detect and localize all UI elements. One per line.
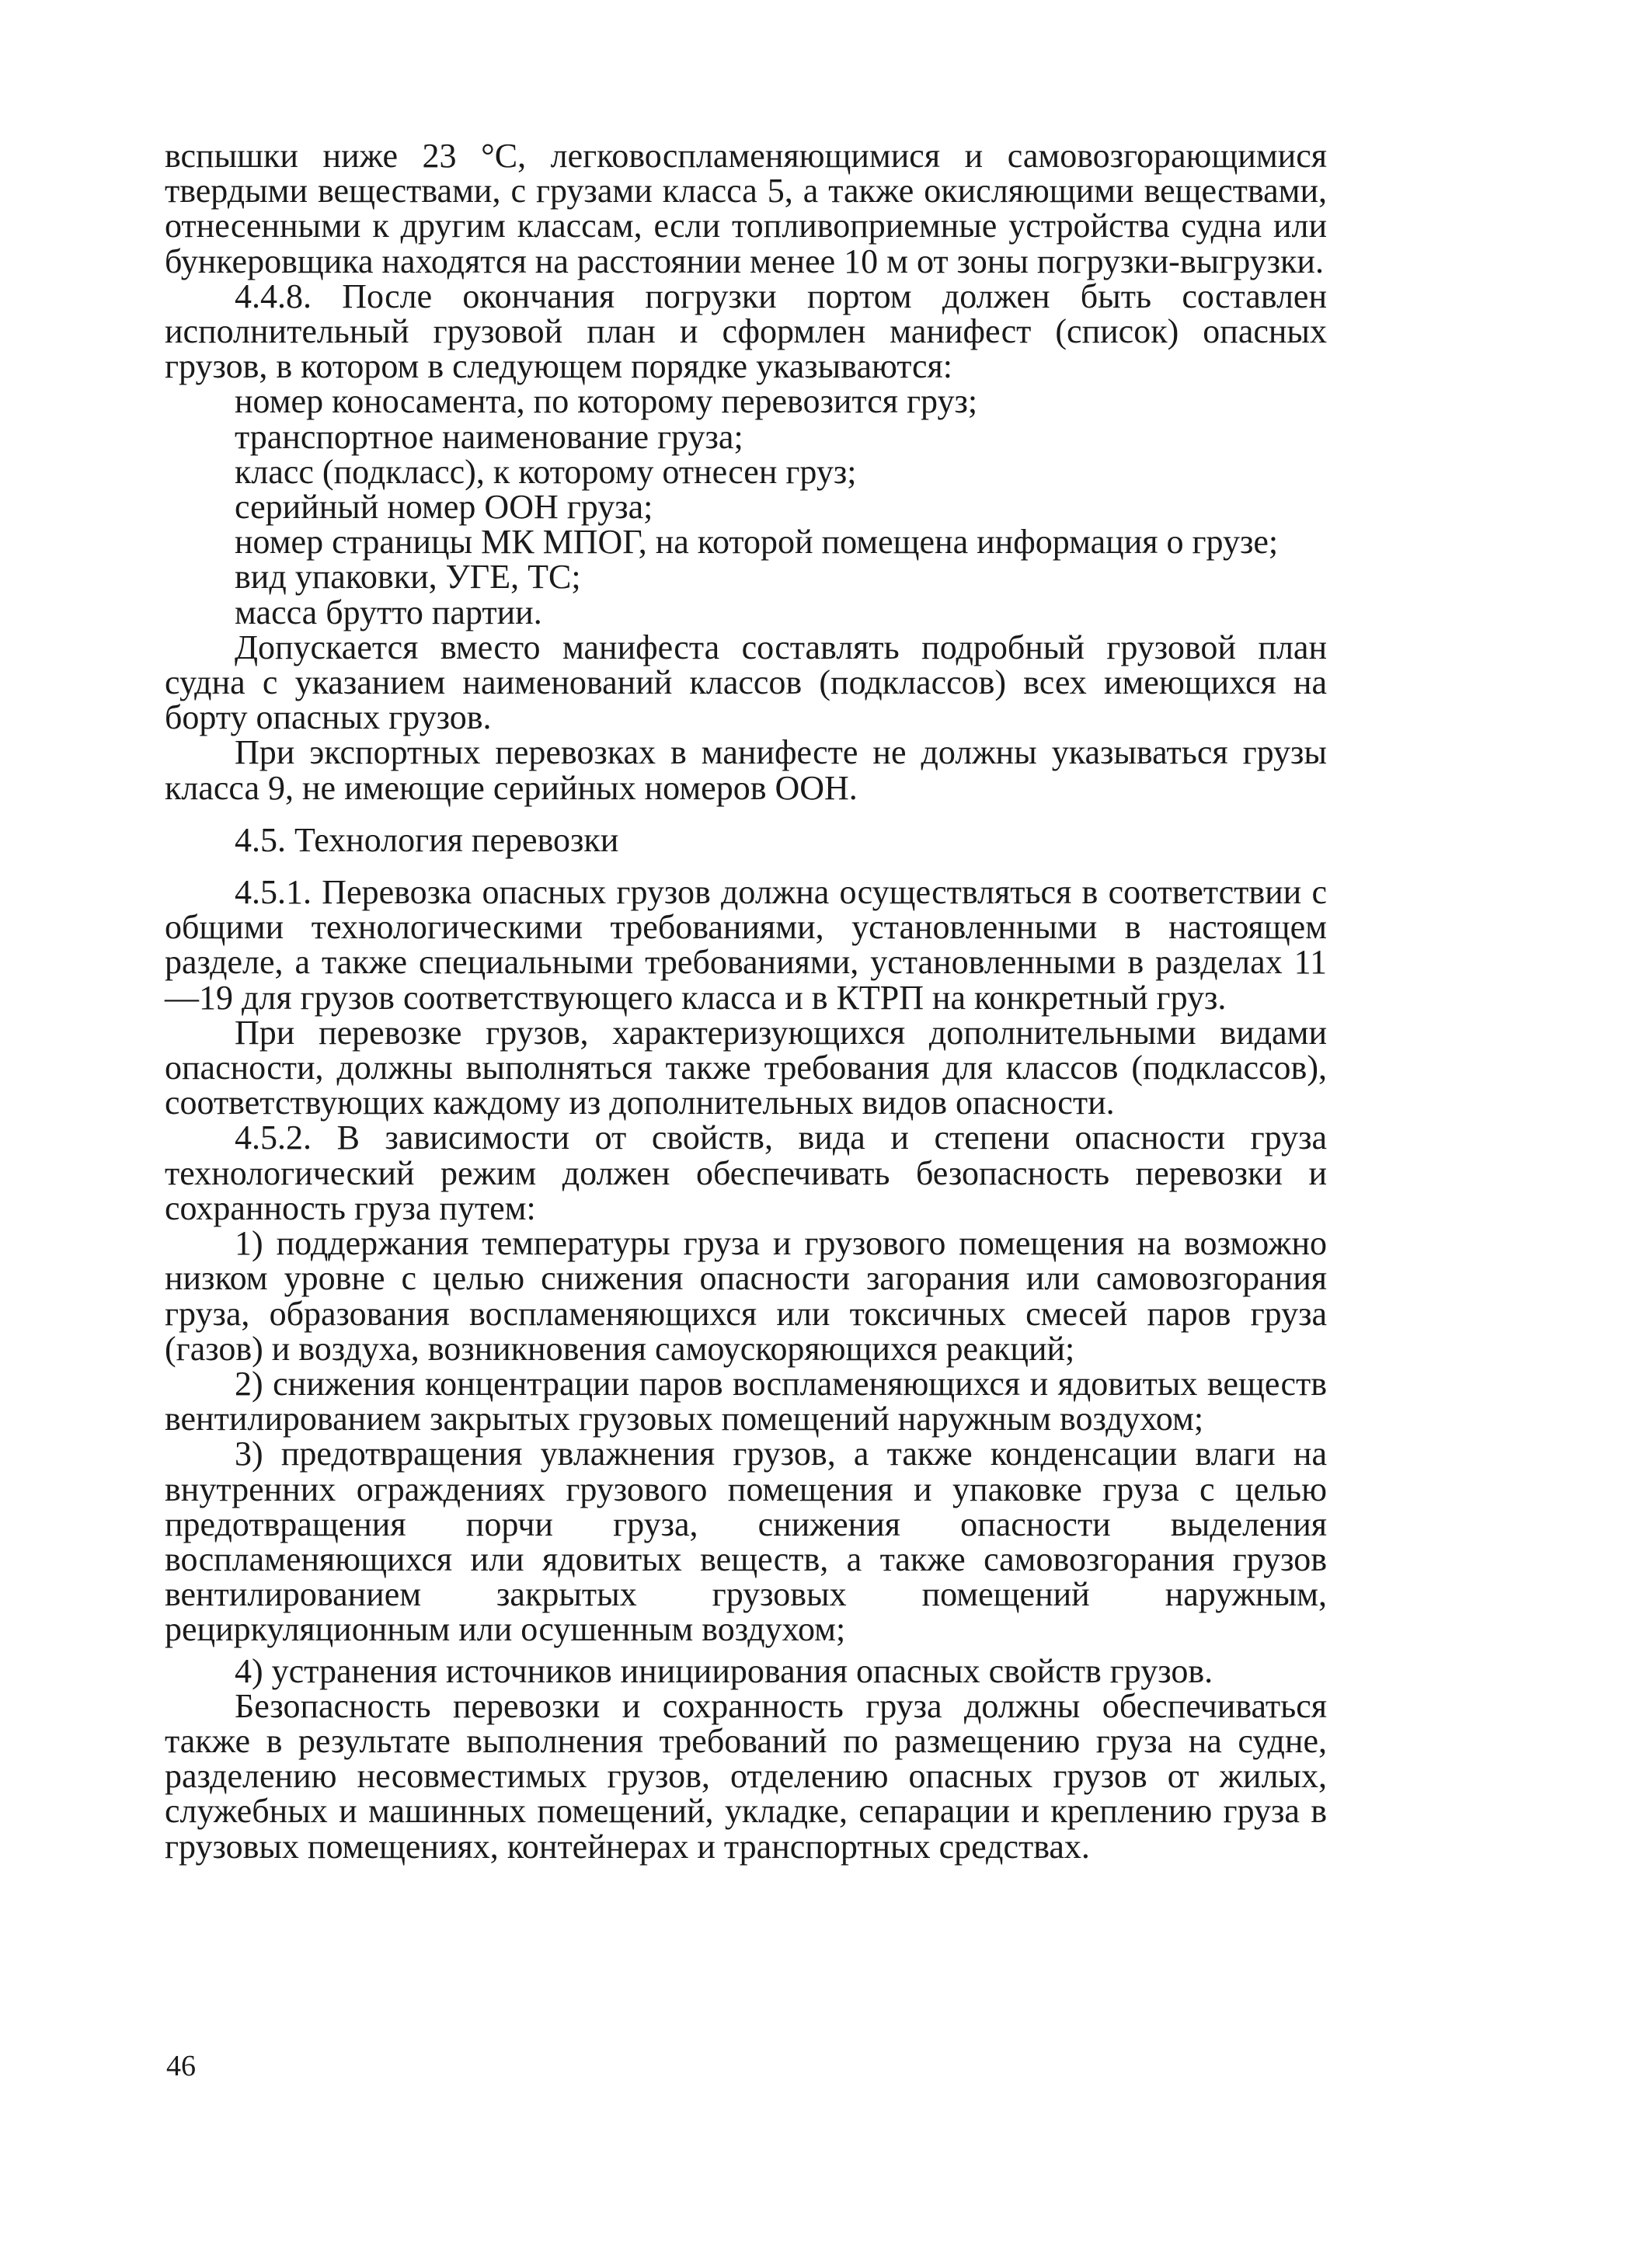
list-item: масса брутто партии.: [235, 593, 542, 631]
list-item: класс (подкласс), к которому отнесен груз;: [235, 452, 857, 491]
page-number: 46: [166, 2050, 196, 2082]
paragraph: Допускается вместо манифеста составлять подробный грузовой план судна с указанием наименований классов (подклассов) всех имеющихся на борту опасных грузов.: [165, 628, 1327, 737]
list-item: вид упаковки, УГЕ, ТС;: [235, 558, 581, 597]
list-item: номер коносамента, по которому перевозится груз;: [235, 382, 978, 421]
numbered-item: 3) предотвращения увлажнения грузов, а также конденсации влаги на внутренних ограждениях грузового помещения и упаковке груза с целью предотвращения порчи груза, снижения опасности выделения воспламеняющихся или ядовитых веществ, а также самовозгорания грузов вентилированием закрытых грузовых помещений наружным, рециркуляционным или осушенным воздухом;: [165, 1435, 1327, 1649]
paragraph: Безопасность перевозки и сохранность груза должны обеспечиваться также в результате выполнения требований по размещению груза на судне, разделению несовместимых грузов, отделению опасных грузов от жилых, служебных и машинных помещений, укладке, сепарации и креплению груза в грузовых помещениях, контейнерах и транспортных средствах.: [165, 1686, 1327, 1866]
paragraph-4-5-2: 4.5.2. В зависимости от свойств, вида и степени опасности груза технологический режим должен обеспечивать безопасность перевозки и сохранность груза путем:: [165, 1118, 1327, 1227]
section-heading: 4.5. Технология перевозки: [235, 820, 619, 859]
paragraph-4-5-1: 4.5.1. Перевозка опасных грузов должна осуществляться в соответствии с общими технологическими требованиями, установленными в настоящем разделе, а также специальными требованиями, установленными в разделах 11—19 для грузов соответствующего класса и в КТРП на конкретный груз.: [165, 873, 1327, 1017]
paragraph-4-4-8: 4.4.8. После окончания погрузки портом должен быть составлен исполнительный грузовой план и сформлен манифест (список) опасных грузов, в котором в следующем порядке указываются:: [165, 277, 1327, 386]
numbered-item: 2) снижения концентрации паров воспламеняющихся и ядовитых веществ вентилированием закрытых грузовых помещений наружным воздухом;: [165, 1364, 1327, 1438]
paragraph: При перевозке грузов, характеризующихся дополнительными видами опасности, должны выполняться также требования для классов (подклассов), соответствующих каждому из дополнительных видов опасности.: [165, 1013, 1327, 1122]
list-item: транспортное наименование груза;: [235, 417, 743, 456]
numbered-item: 1) поддержания температуры груза и грузового помещения на возможно низком уровне с целью снижения опасности загорания или самовозгорания груза, образования воспламеняющихся или токсичных смесей паров груза (газов) и воздуха, возникновения самоускоряющихся реакций;: [165, 1224, 1327, 1368]
paragraph-continuation: вспышки ниже 23 °С, легковоспламеняющимися и самовозгорающимися твердыми веществами, с грузами класса 5, а также окисляющими веществами, отнесенными к другим классам, если топливоприемные устройства судна или бункеровщика находятся на расстоянии менее 10 м от зоны погрузки-выгрузки.: [165, 137, 1327, 280]
page-body: [165, 138, 1327, 1864]
paragraph: При экспортных перевозках в манифесте не должны указываться грузы класса 9, не имеющие серийных номеров ООН.: [165, 733, 1327, 807]
list-item: номер страницы МК МПОГ, на которой помещена информация о грузе;: [235, 523, 1279, 562]
list-item: серийный номер ООН груза;: [235, 488, 653, 527]
numbered-item: 4) устранения источников инициирования опасных свойств грузов.: [235, 1651, 1213, 1690]
